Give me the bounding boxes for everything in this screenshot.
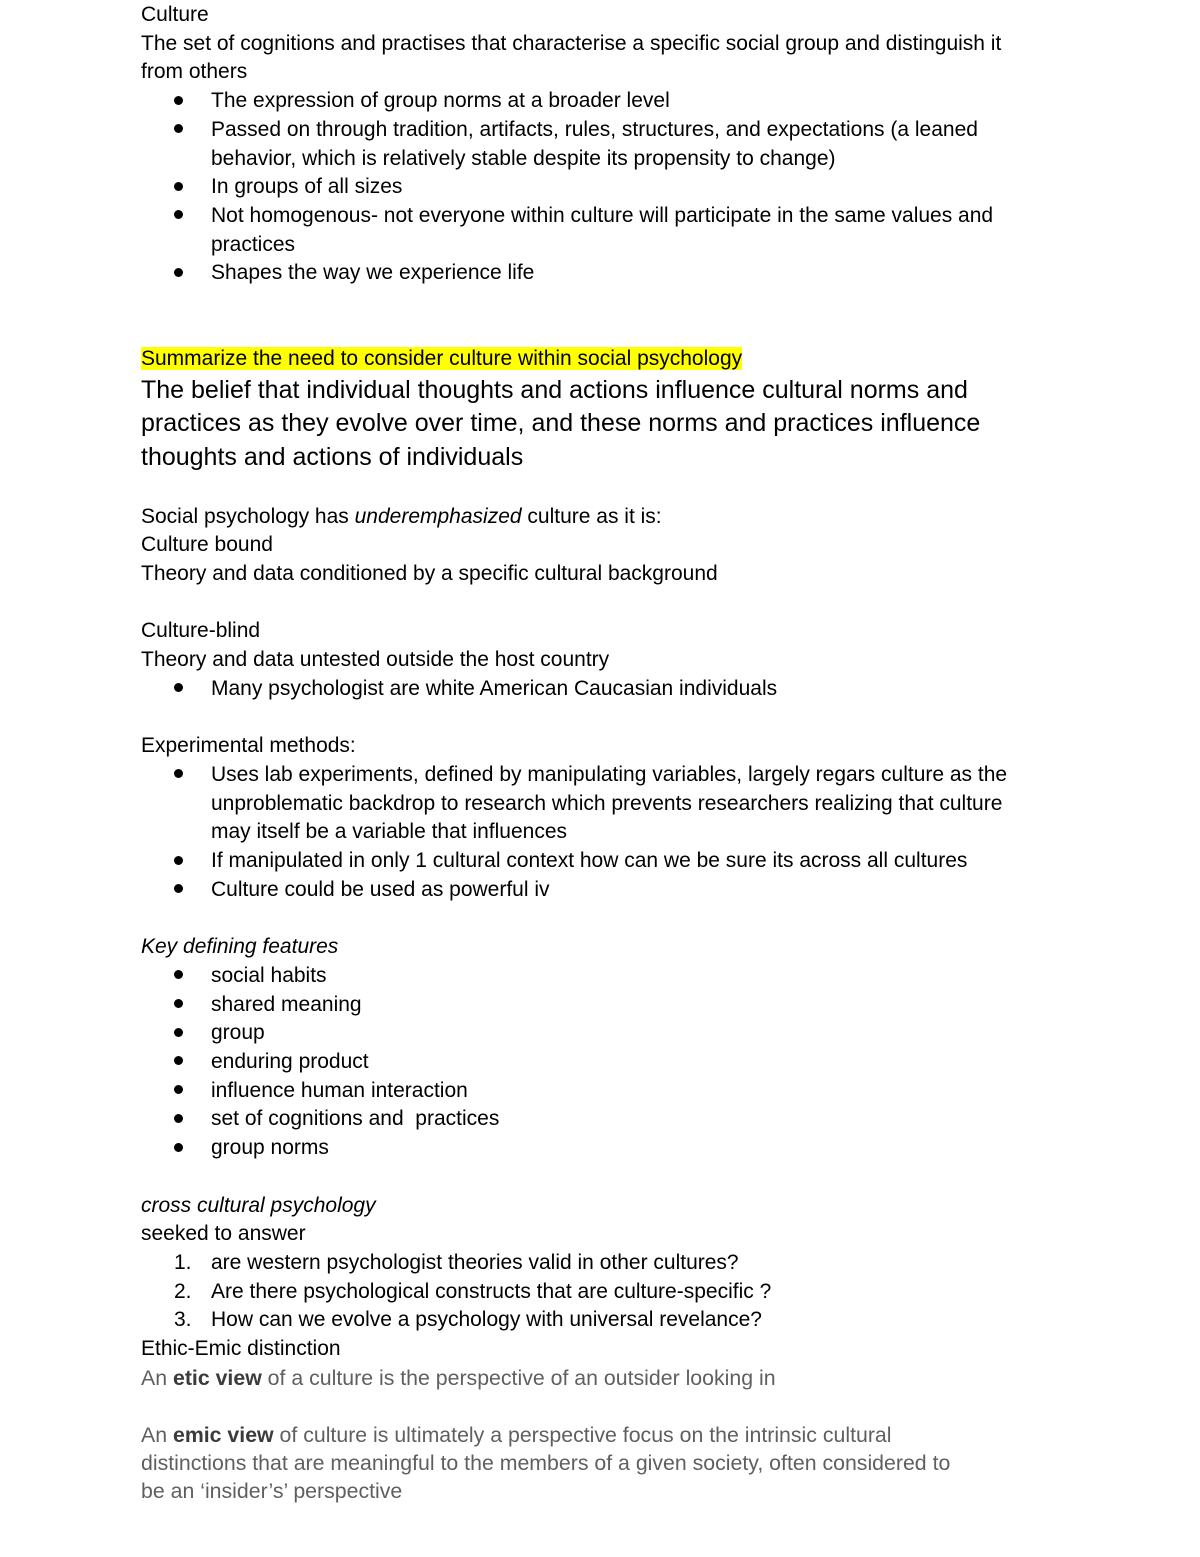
key-feature-item: set of cognitions and practices xyxy=(141,1105,1041,1134)
emic-view-paragraph: An emic view of culture is ultimately a perspective focus on the intrinsic cultural distinctions that are meaningful to the members of a given society, often considered to be an ‘insider’s’ perspective xyxy=(141,1422,951,1504)
culture-bullet: Passed on through tradition, artifacts, rules, structures, and expectations (a leaned behavior, which is relatively stable despite its propensity to change) xyxy=(141,116,1041,173)
culture-bullet: Shapes the way we experience life xyxy=(141,259,1041,288)
culture-blind-description: Theory and data untested outside the host country xyxy=(141,648,610,672)
bullet-dot-icon xyxy=(174,124,183,133)
bullet-dot-icon xyxy=(174,970,183,979)
experimental-bullet: Uses lab experiments, defined by manipulating variables, largely regars culture as the unproblematic backdrop to research which prevents researchers realizing that culture may itself be a variable that influences xyxy=(141,761,1041,847)
culture-bound-description: Theory and data conditioned by a specific cultural background xyxy=(141,562,718,586)
bullet-dot-icon xyxy=(174,683,183,692)
underemphasized-line: Social psychology has underemphasized culture as it is: xyxy=(141,504,662,528)
culture-blind-bullet: Many psychologist are white American Caucasian individuals xyxy=(141,675,1041,704)
bullet-dot-icon xyxy=(174,210,183,219)
cross-cultural-question: 2. Are there psychological constructs that are culture-specific ? xyxy=(174,1279,772,1303)
etic-emic-heading: Ethic-Emic distinction xyxy=(141,1337,341,1361)
highlighted-prompt: Summarize the need to consider culture within social psychology xyxy=(141,347,743,371)
culture-definition-line-1: The set of cognitions and practises that characterise a specific social group and distinguish it xyxy=(141,31,1002,55)
bullet-dot-icon xyxy=(174,856,183,865)
bullet-dot-icon xyxy=(174,1114,183,1123)
experimental-bullet: If manipulated in only 1 cultural context how can we be sure its across all cultures xyxy=(141,847,1041,876)
cross-cultural-heading: cross cultural psychology xyxy=(141,1193,376,1217)
etic-view-paragraph: An etic view of a culture is the perspective of an outsider looking in xyxy=(141,1365,776,1390)
culture-bullet-list xyxy=(141,87,1041,288)
bullet-dot-icon xyxy=(174,268,183,277)
bullet-dot-icon xyxy=(174,999,183,1008)
key-feature-item: shared meaning xyxy=(141,991,1041,1020)
culture-bound-heading: Culture bound xyxy=(141,533,273,557)
belief-line-2: practices as they evolve over time, and these norms and practices influence xyxy=(141,409,981,438)
document-page xyxy=(141,0,1041,1506)
bullet-dot-icon xyxy=(174,1143,183,1152)
bullet-dot-icon xyxy=(174,96,183,105)
experimental-bullet-list xyxy=(141,761,1041,905)
culture-blind-heading: Culture-blind xyxy=(141,619,261,643)
bullet-dot-icon xyxy=(174,1085,183,1094)
key-feature-item: influence human interaction xyxy=(141,1077,1041,1106)
key-feature-item: group xyxy=(141,1019,1041,1048)
culture-bullet: In groups of all sizes xyxy=(141,173,1041,202)
culture-heading: Culture xyxy=(141,3,209,26)
cross-cultural-subheading: seeked to answer xyxy=(141,1222,306,1246)
bullet-dot-icon xyxy=(174,769,183,778)
key-feature-item: group norms xyxy=(141,1134,1041,1163)
key-feature-item: enduring product xyxy=(141,1048,1041,1077)
culture-bullet: Not homogenous- not everyone within culture will participate in the same values and practices xyxy=(141,202,1041,259)
experimental-methods-heading: Experimental methods: xyxy=(141,734,356,758)
bullet-dot-icon xyxy=(174,884,183,893)
key-features-heading: Key defining features xyxy=(141,935,339,959)
cross-cultural-question: 1. are western psychologist theories valid in other cultures? xyxy=(174,1250,739,1274)
experimental-bullet: Culture could be used as powerful iv xyxy=(141,876,1041,905)
belief-line-1: The belief that individual thoughts and actions influence cultural norms and xyxy=(141,376,968,405)
belief-line-3: thoughts and actions of individuals xyxy=(141,442,524,471)
bullet-dot-icon xyxy=(174,1028,183,1037)
key-feature-item: social habits xyxy=(141,962,1041,991)
key-features-list xyxy=(141,962,1041,1163)
bullet-dot-icon xyxy=(174,1056,183,1065)
cross-cultural-question: 3. How can we evolve a psychology with universal revelance? xyxy=(174,1308,762,1332)
cross-cultural-question-list xyxy=(141,1249,1041,1335)
culture-definition-line-2: from others xyxy=(141,60,248,84)
culture-bullet: The expression of group norms at a broader level xyxy=(141,87,1041,116)
culture-blind-bullet-list xyxy=(141,675,1041,704)
bullet-dot-icon xyxy=(174,182,183,191)
